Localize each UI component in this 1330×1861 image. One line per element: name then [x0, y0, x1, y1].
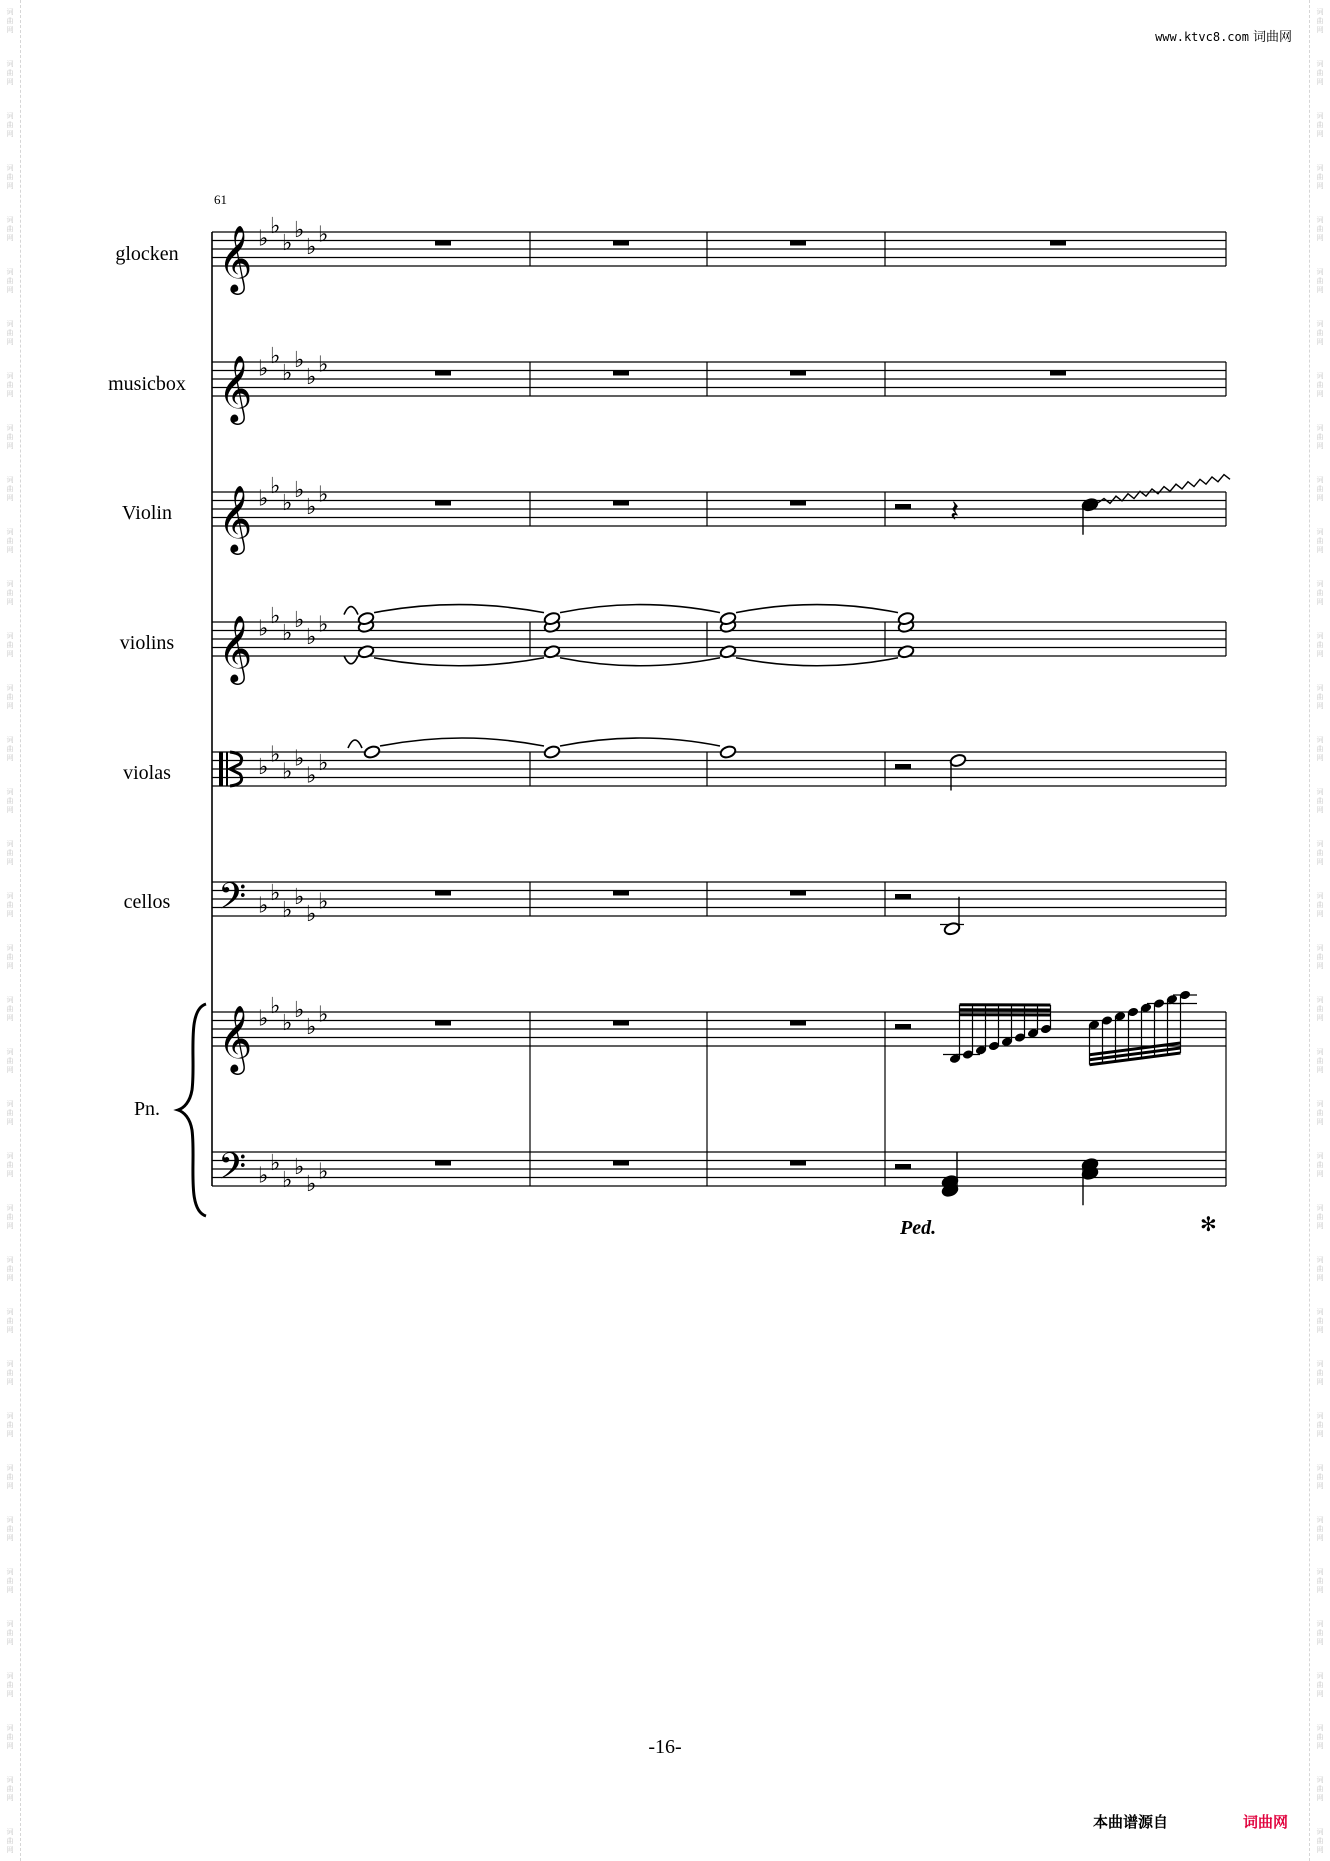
watermark-glyphs: 词 曲 网 — [1316, 1828, 1324, 1854]
whole-rest — [435, 501, 451, 506]
tie-curve — [374, 605, 544, 613]
watermark-glyphs: 词 曲 网 — [1316, 1464, 1324, 1490]
whole-rest — [790, 1161, 806, 1166]
flat-icon: ♭ — [306, 365, 317, 390]
flat-icon: ♭ — [270, 213, 281, 239]
watermark-glyphs: 词 曲 网 — [1316, 944, 1324, 970]
flat-icon: ♭ — [294, 478, 305, 503]
watermark-glyphs: 词 曲 网 — [1316, 1256, 1324, 1282]
watermark-glyphs: 词 曲 网 — [6, 1360, 14, 1386]
flat-icon: ♭ — [270, 473, 281, 499]
watermark-glyphs: 词 曲 网 — [1316, 476, 1324, 502]
half-note — [949, 753, 967, 768]
whole-note — [357, 644, 375, 659]
bass-clef-icon: 𝄢 — [218, 1145, 247, 1197]
watermark-glyphs: 词 曲 网 — [6, 320, 14, 346]
watermark-glyphs: 词 曲 网 — [6, 1672, 14, 1698]
watermark-glyphs: 词 曲 网 — [1316, 840, 1324, 866]
whole-rest — [1050, 241, 1066, 246]
watermark-glyphs: 词 曲 网 — [1316, 1048, 1324, 1074]
watermark-glyphs: 词 曲 网 — [1316, 320, 1324, 346]
watermark-glyphs: 词 曲 网 — [1316, 1412, 1324, 1438]
watermark-glyphs: 词 曲 网 — [6, 996, 14, 1022]
watermark-glyphs: 词 曲 网 — [6, 1256, 14, 1282]
watermark-glyphs: 词 曲 网 — [1316, 1152, 1324, 1178]
watermark-glyphs: 词 曲 网 — [6, 216, 14, 242]
watermark-glyphs: 词 曲 网 — [6, 1828, 14, 1854]
half-rest — [895, 1164, 911, 1169]
watermark-glyphs: 词 曲 网 — [6, 1308, 14, 1334]
watermark-glyphs: 词 曲 网 — [1316, 268, 1324, 294]
treble-clef-icon: 𝄞 — [218, 1004, 253, 1072]
tie-curve — [736, 658, 898, 666]
flat-icon: ♭ — [318, 1159, 329, 1185]
watermark-glyphs: 词 曲 网 — [6, 1100, 14, 1126]
flat-icon: ♭ — [306, 902, 317, 927]
watermark-glyphs: 词 曲 网 — [6, 60, 14, 86]
whole-rest — [790, 241, 806, 246]
watermark-glyphs: 词 曲 网 — [6, 1204, 14, 1230]
watermark-glyphs: 词 曲 网 — [1316, 1620, 1324, 1646]
watermark-glyphs: 词 曲 网 — [1316, 164, 1324, 190]
watermark-glyphs: 词 曲 网 — [6, 1516, 14, 1542]
whole-rest — [435, 1021, 451, 1026]
bass-clef-icon: 𝄢 — [218, 875, 247, 927]
flat-icon: ♭ — [294, 348, 305, 373]
whole-rest — [613, 371, 629, 376]
watermark-glyphs: 词 曲 网 — [6, 892, 14, 918]
watermark-glyphs: 词 曲 网 — [1316, 216, 1324, 242]
whole-note — [897, 644, 915, 659]
watermark-glyphs: 词 曲 网 — [6, 736, 14, 762]
label-glocken: glocken — [115, 243, 179, 265]
watermark-glyphs: 词 曲 网 — [1316, 580, 1324, 606]
watermark-glyphs: 词 曲 网 — [6, 1568, 14, 1594]
flat-icon: ♭ — [294, 746, 305, 772]
label-musicbox: musicbox — [108, 373, 186, 395]
whole-rest — [435, 891, 451, 896]
watermark-glyphs: 词 曲 网 — [6, 1048, 14, 1074]
half-rest — [895, 1024, 911, 1029]
watermark-glyphs: 词 曲 网 — [6, 580, 14, 606]
watermark-glyphs: 词 曲 网 — [1316, 1672, 1324, 1698]
watermark-glyphs: 词 曲 网 — [1316, 736, 1324, 762]
watermark-glyphs: 词 曲 网 — [6, 476, 14, 502]
watermark-glyphs: 词 曲 网 — [6, 8, 14, 34]
header-url-text: www.ktvc8.com — [1155, 30, 1249, 44]
watermark-glyphs: 词 曲 网 — [1316, 112, 1324, 138]
flat-icon: ♭ — [306, 625, 317, 650]
whole-rest — [435, 1161, 451, 1166]
watermark-glyphs: 词 曲 网 — [6, 268, 14, 294]
watermark-glyphs: 词 曲 网 — [6, 944, 14, 970]
footer-brand[interactable]: 词曲网 — [1243, 1813, 1289, 1831]
flat-icon: ♭ — [294, 218, 305, 243]
watermark-glyphs: 词 曲 网 — [1316, 1308, 1324, 1334]
treble-clef-icon: 𝄞 — [218, 224, 253, 292]
whole-note — [363, 745, 381, 760]
treble-clef-icon: 𝄞 — [218, 484, 253, 552]
watermark-glyphs: 词 曲 网 — [1316, 996, 1324, 1022]
tie-curve — [344, 607, 358, 615]
flat-icon: ♭ — [282, 230, 293, 256]
whole-rest — [613, 241, 629, 246]
flat-icon: ♭ — [294, 1155, 305, 1180]
flat-icon: ♭ — [270, 343, 281, 369]
flat-icon: ♭ — [294, 608, 305, 633]
footer-source-text: 本曲谱源自 — [1093, 1813, 1169, 1831]
watermark-glyphs: 词 曲 网 — [1316, 1568, 1324, 1594]
flat-icon: ♭ — [306, 1172, 317, 1197]
flat-icon: ♭ — [258, 893, 269, 919]
flat-icon: ♭ — [318, 1002, 329, 1028]
flat-icon: ♭ — [282, 897, 293, 923]
tie-curve — [736, 605, 898, 613]
half-rest — [895, 894, 911, 899]
tie-curve — [374, 658, 544, 666]
whole-rest — [790, 371, 806, 376]
flat-icon: ♭ — [282, 360, 293, 386]
tie-curve — [380, 738, 544, 746]
measure-number: 61 — [214, 192, 227, 207]
quarter-rest-icon: 𝄽 — [950, 494, 960, 530]
whole-rest — [790, 891, 806, 896]
flat-icon: ♭ — [306, 1015, 317, 1040]
half-note — [943, 921, 961, 936]
flat-icon: ♭ — [318, 222, 329, 248]
half-rest — [895, 764, 911, 769]
watermark-glyphs: 词 曲 网 — [6, 1464, 14, 1490]
flat-icon: ♭ — [258, 226, 269, 252]
treble-clef-icon: 𝄞 — [218, 354, 253, 422]
watermark-glyphs: 词 曲 网 — [6, 684, 14, 710]
watermark-glyphs: 词 曲 网 — [1316, 8, 1324, 34]
label-violas: violas — [123, 762, 171, 784]
flat-icon: ♭ — [282, 759, 293, 785]
alto-clef-bar — [219, 752, 223, 786]
watermark-glyphs: 词 曲 网 — [6, 372, 14, 398]
flat-icon: ♭ — [306, 495, 317, 520]
whole-rest — [613, 1021, 629, 1026]
watermark-glyphs: 词 曲 网 — [1316, 788, 1324, 814]
watermark-glyphs: 词 曲 网 — [1316, 1516, 1324, 1542]
flat-icon: ♭ — [318, 482, 329, 508]
watermark-glyphs: 词 曲 网 — [1316, 684, 1324, 710]
watermark-glyphs: 词 曲 网 — [6, 1724, 14, 1750]
whole-note — [719, 745, 737, 760]
flat-icon: ♭ — [258, 356, 269, 382]
flat-icon: ♭ — [282, 1167, 293, 1193]
flat-icon: ♭ — [270, 742, 281, 768]
watermark-glyphs: 词 曲 网 — [6, 1412, 14, 1438]
watermark-glyphs: 词 曲 网 — [1316, 632, 1324, 658]
whole-rest — [435, 371, 451, 376]
flat-icon: ♭ — [282, 620, 293, 646]
piano-brace — [178, 1004, 206, 1216]
tie-curve — [560, 738, 720, 746]
tie-curve — [344, 656, 358, 664]
label-violins: violins — [119, 632, 175, 654]
flat-icon: ♭ — [282, 490, 293, 516]
whole-note — [543, 745, 561, 760]
flat-icon: ♭ — [258, 616, 269, 642]
watermark-glyphs: 词 曲 网 — [6, 164, 14, 190]
watermark-glyphs: 词 曲 网 — [1316, 528, 1324, 554]
watermark-glyphs: 词 曲 网 — [6, 788, 14, 814]
whole-rest — [613, 1161, 629, 1166]
whole-rest — [435, 241, 451, 246]
flat-icon: ♭ — [318, 889, 329, 915]
watermark-glyphs: 词 曲 网 — [6, 840, 14, 866]
watermark-glyphs: 词 曲 网 — [1316, 1360, 1324, 1386]
page-number: -16- — [648, 1736, 682, 1758]
pedal-mark: Ped. — [900, 1217, 937, 1239]
watermark-glyphs: 词 曲 网 — [6, 424, 14, 450]
flat-icon: ♭ — [270, 880, 281, 906]
flat-icon: ♭ — [306, 763, 317, 789]
watermark-glyphs: 词 曲 网 — [1316, 424, 1324, 450]
flat-icon: ♭ — [318, 750, 329, 776]
whole-rest — [1050, 371, 1066, 376]
tie-curve — [560, 605, 720, 613]
quarter-note — [1081, 497, 1099, 512]
flat-icon: ♭ — [258, 755, 269, 780]
flat-icon: ♭ — [270, 603, 281, 629]
flat-icon: ♭ — [258, 1163, 269, 1189]
watermark-glyphs: 词 曲 网 — [1316, 372, 1324, 398]
flat-icon: ♭ — [306, 235, 317, 260]
watermark-glyphs: 词 曲 网 — [6, 632, 14, 658]
label-violin: Violin — [122, 502, 172, 524]
header-site-name: 词曲网 — [1252, 30, 1292, 45]
flat-icon: ♭ — [318, 352, 329, 378]
watermark-glyphs: 词 曲 网 — [1316, 1724, 1324, 1750]
pedal-release-mark: ✻ — [1200, 1214, 1217, 1236]
flat-icon: ♭ — [318, 612, 329, 638]
watermark-glyphs: 词 曲 网 — [1316, 60, 1324, 86]
flat-icon: ♭ — [282, 1010, 293, 1036]
flat-icon: ♭ — [294, 998, 305, 1023]
treble-clef-icon: 𝄞 — [218, 614, 253, 682]
watermark-glyphs: 词 曲 网 — [6, 112, 14, 138]
watermark-glyphs: 词 曲 网 — [1316, 1776, 1324, 1802]
whole-rest — [790, 501, 806, 506]
whole-rest — [613, 501, 629, 506]
label-piano: Pn. — [133, 1098, 161, 1120]
watermark-glyphs: 词 曲 网 — [6, 528, 14, 554]
whole-note — [543, 644, 561, 659]
half-rest — [895, 504, 911, 509]
watermark-glyphs: 词 曲 网 — [1316, 892, 1324, 918]
flat-icon: ♭ — [270, 1150, 281, 1176]
watermark-glyphs: 词 曲 网 — [6, 1152, 14, 1178]
flat-icon: ♭ — [270, 993, 281, 1019]
watermark-glyphs: 词 曲 网 — [1316, 1100, 1324, 1126]
flat-icon: ♭ — [258, 1006, 269, 1032]
watermark-glyphs: 词 曲 网 — [1316, 1204, 1324, 1230]
watermark-glyphs: 词 曲 网 — [6, 1776, 14, 1802]
label-cellos: cellos — [123, 891, 171, 913]
whole-rest — [613, 891, 629, 896]
flat-icon: ♭ — [258, 486, 269, 512]
tie-curve — [560, 658, 720, 666]
watermark-glyphs: 词 曲 网 — [6, 1620, 14, 1646]
whole-note — [719, 644, 737, 659]
tie-curve — [348, 740, 362, 748]
whole-rest — [790, 1021, 806, 1026]
glissando-line — [1098, 475, 1230, 504]
flat-icon: ♭ — [294, 885, 305, 910]
